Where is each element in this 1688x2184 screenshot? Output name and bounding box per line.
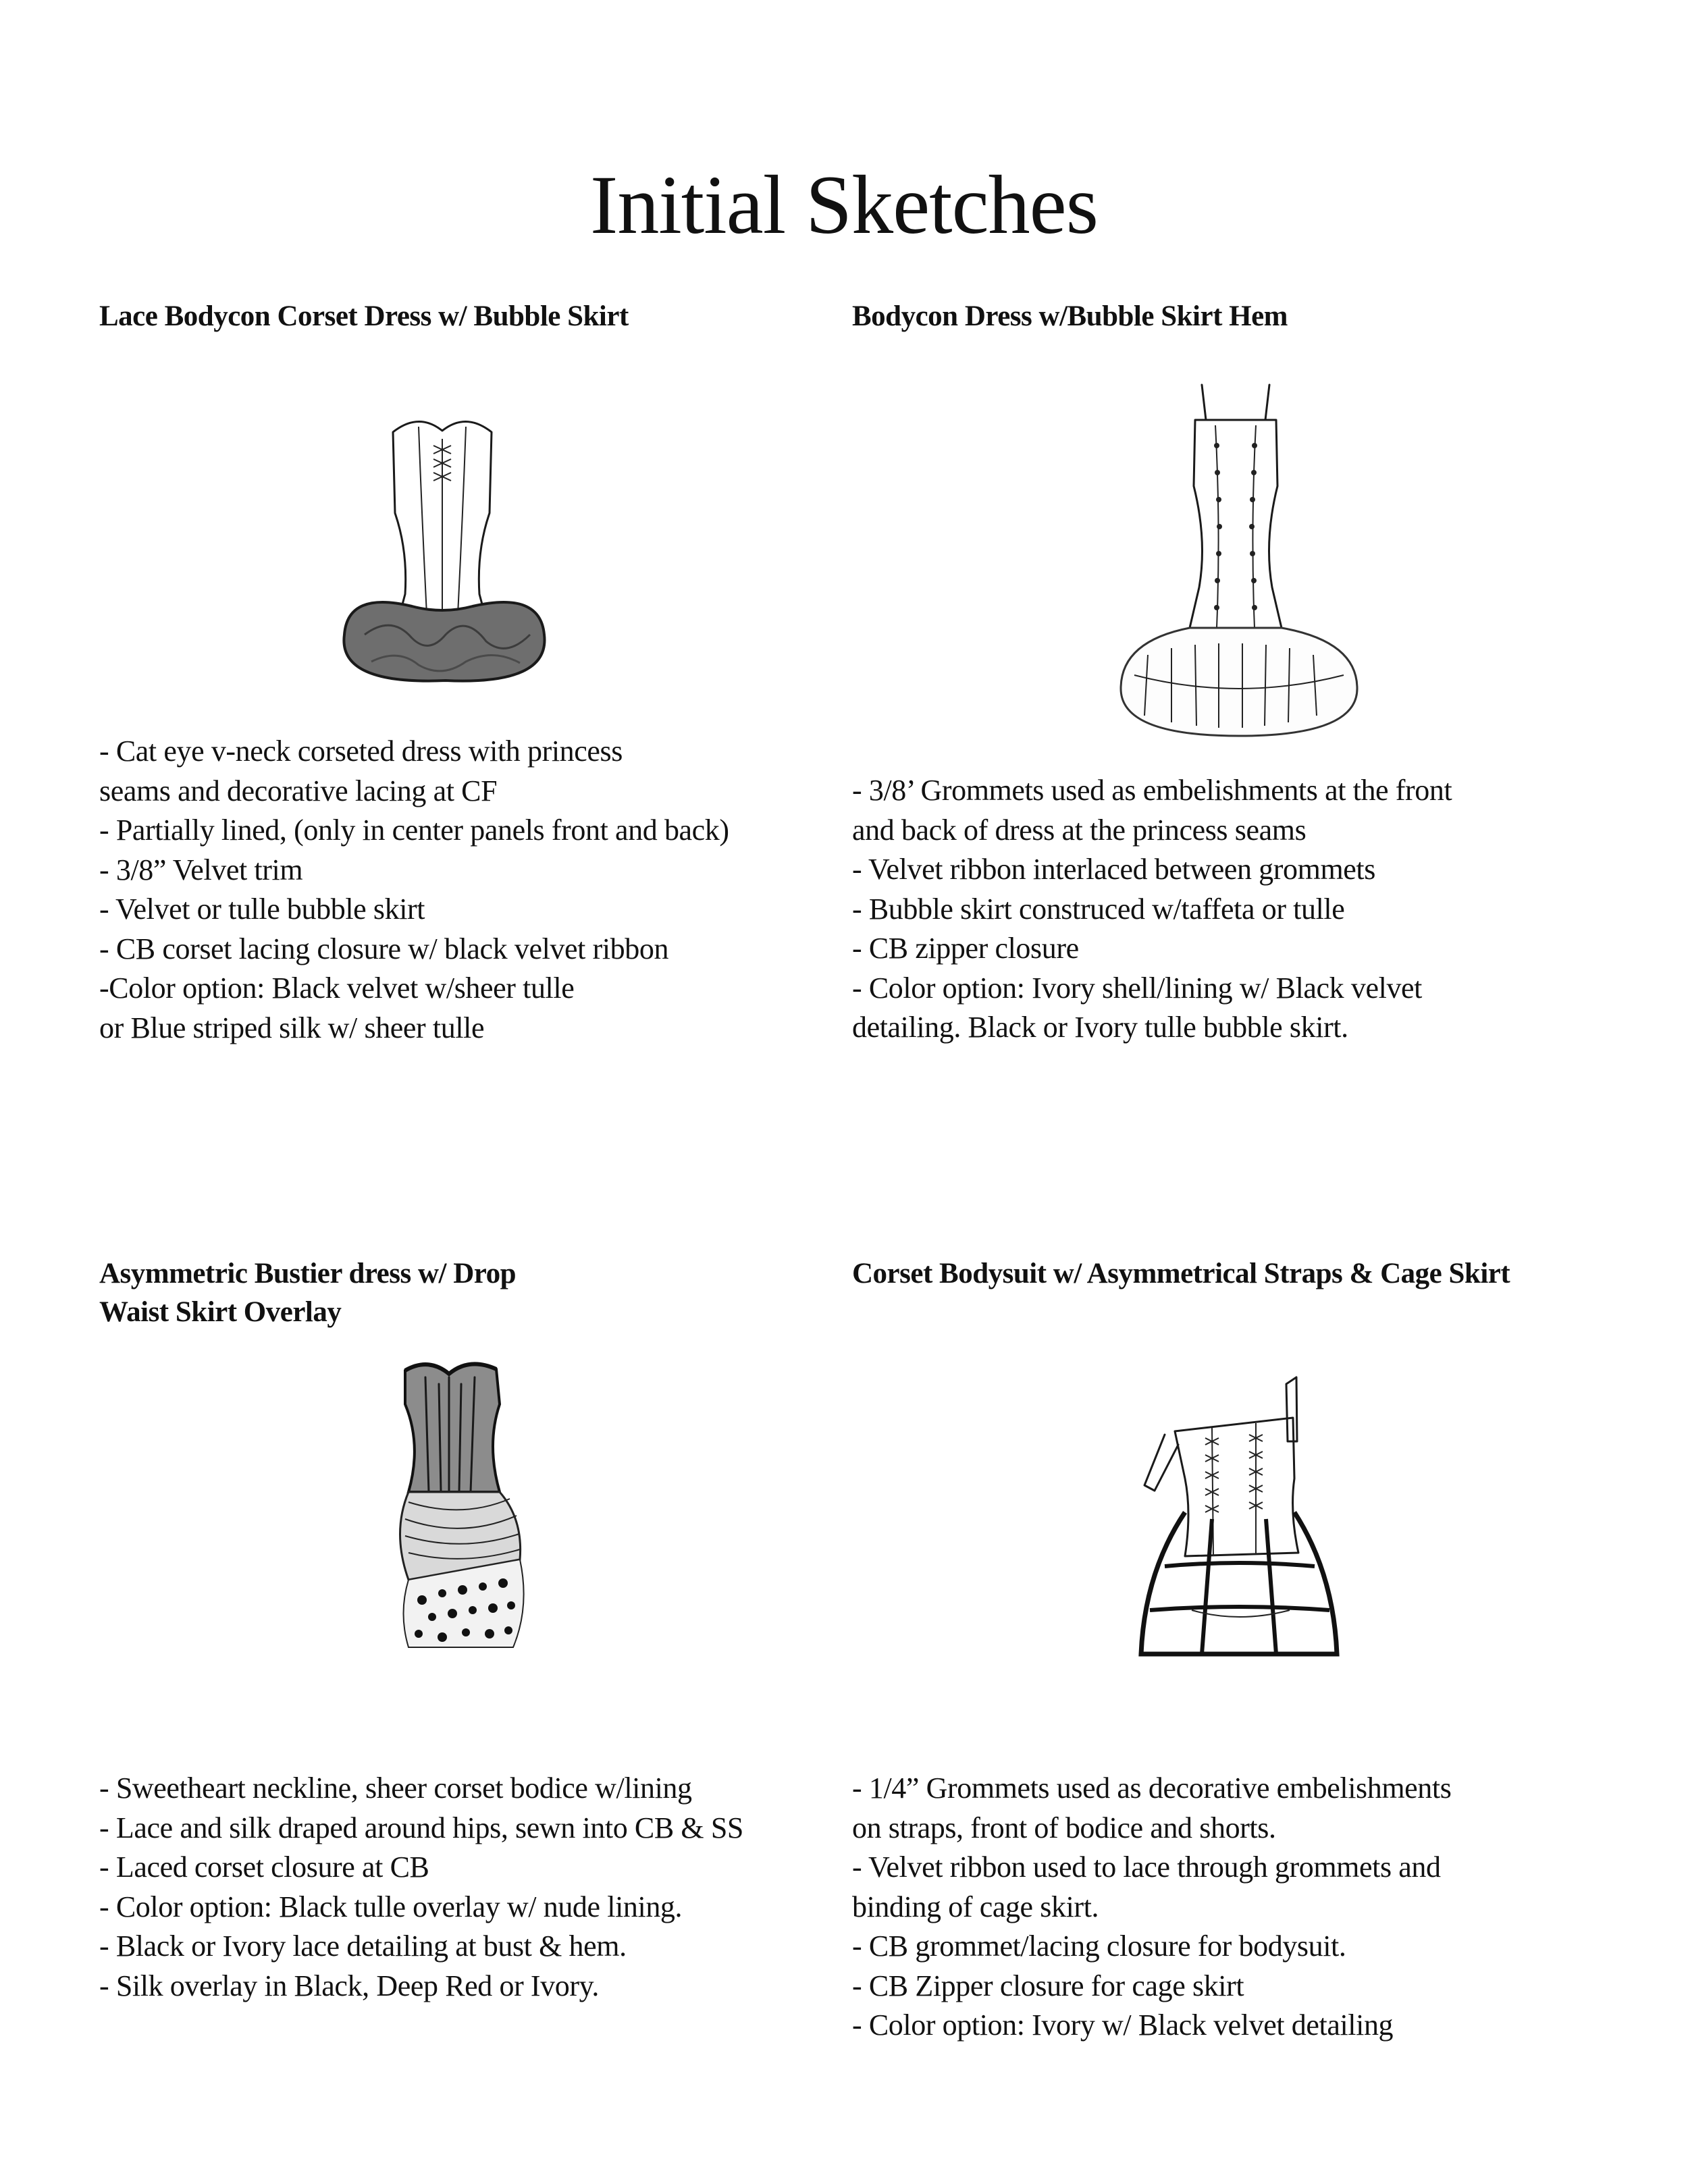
note-item: - Velvet or tulle bubble skirt (99, 893, 425, 926)
note-item: - CB corset lacing closure w/ black velvet ribbon (99, 932, 669, 965)
note-item: - CB zipper closure (852, 932, 1079, 965)
note-item: - Sweetheart neckline, sheer corset bodice w/lining (99, 1772, 692, 1805)
bustier-dress-drop-waist-sketch (368, 1357, 571, 1661)
design-3-notes (99, 1769, 842, 2006)
note-item: - CB Zipper closure for cage skirt (852, 1969, 1244, 2002)
design-2-title: Bodycon Dress w/Bubble Skirt Hem (852, 300, 1288, 332)
note-item: - Partially lined, (only in center panels front and back) (99, 814, 729, 847)
page-title: Initial Sketches (590, 159, 1098, 252)
corset-bodysuit-cage-skirt-sketch (1138, 1377, 1340, 1668)
note-item: - 3/8’ Grommets used as embelishments at the front and back of dress at the princess seams (852, 774, 1452, 847)
design-4-title: Corset Bodysuit w/ Asymmetrical Straps & Cage Skirt (852, 1258, 1510, 1289)
note-item: - Silk overlay in Black, Deep Red or Ivory. (99, 1969, 599, 2002)
note-item: -Color option: Black velvet w/sheer tulle or Blue striped silk w/ sheer tulle (99, 971, 575, 1044)
note-item: - Color option: Ivory w/ Black velvet detailing (852, 2008, 1394, 2042)
note-item: - Velvet ribbon interlaced between grommets (852, 853, 1375, 886)
corset-dress-bubble-skirt-sketch (317, 412, 567, 689)
note-item: - Black or Ivory lace detailing at bust & hem. (99, 1929, 627, 1963)
note-item: - 1/4” Grommets used as decorative embelishments on straps, front of bodice and shorts. (852, 1772, 1452, 1844)
bodycon-dress-bubble-hem-sketch (1107, 385, 1371, 743)
design-2-notes (852, 771, 1622, 1048)
note-item: - CB grommet/lacing closure for bodysuit. (852, 1929, 1346, 1963)
design-4-notes (852, 1769, 1622, 2046)
note-item: - 3/8” Velvet trim (99, 853, 303, 886)
note-item: - Color option: Black tulle overlay w/ nude lining. (99, 1890, 683, 1923)
note-item: - Color option: Ivory shell/lining w/ Black velvet detailing. Black or Ivory tulle bubble skirt. (852, 971, 1422, 1044)
note-item: - Lace and silk draped around hips, sewn into CB & SS (99, 1811, 743, 1844)
design-1-title: Lace Bodycon Corset Dress w/ Bubble Skirt (99, 300, 629, 332)
note-item: - Bubble skirt construced w/taffeta or tulle (852, 892, 1345, 926)
note-item: - Velvet ribbon used to lace through grommets and binding of cage skirt. (852, 1850, 1441, 1923)
design-1-notes (99, 732, 801, 1048)
note-item: - Cat eye v-neck corseted dress with princess seams and decorative lacing at CF (99, 735, 623, 807)
design-3-title: Asymmetric Bustier dress w/ Drop Waist Skirt Overlay (99, 1258, 516, 1328)
note-item: - Laced corset closure at CB (99, 1850, 429, 1884)
